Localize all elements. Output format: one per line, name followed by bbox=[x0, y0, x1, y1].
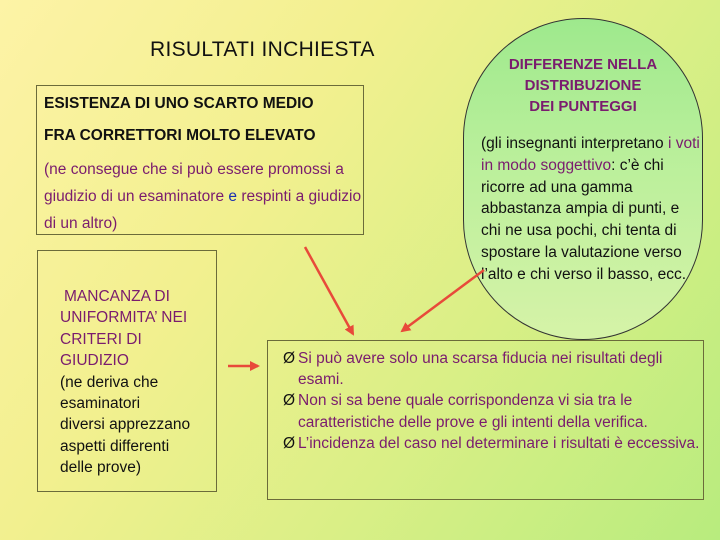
uniformita-line: CRITERI DI bbox=[60, 330, 142, 348]
scarto-heading-line2: FRA CORRETTORI MOLTO ELEVATO bbox=[44, 127, 316, 144]
scarto-heading-line1: ESISTENZA DI UNO SCARTO MEDIO bbox=[44, 95, 314, 112]
uniformita-line: esaminatori bbox=[60, 395, 141, 413]
uniformita-line: UNIFORMITA’ NEI bbox=[60, 309, 188, 327]
punteggi-explanation-emphasis: i voti in modo soggettivo bbox=[481, 135, 700, 174]
uniformita-line: aspetti differenti bbox=[60, 437, 170, 455]
uniformita-line: MANCANZA DI bbox=[64, 288, 170, 305]
punteggi-explanation-part2: : c’è chi ricorre ad una gamma abbastanza ampia di punti, e chi ne usa pochi, chi tenta di spostare la valutazione verso l’alto e chi verso il basso, ecc. bbox=[481, 156, 687, 283]
uniformita-line: diversi apprezzano bbox=[60, 416, 191, 434]
conclusion-text: Si può avere solo una scarsa fiducia nei risultati degli esami. bbox=[298, 350, 663, 389]
punteggi-heading-line: DISTRIBUZIONE bbox=[524, 77, 642, 94]
scarto-explanation-part1: (ne consegue che si può essere promossi a giudizio di un esaminatore bbox=[44, 161, 344, 205]
arrow-punteggi-to-conclusions bbox=[402, 270, 484, 331]
punteggi-explanation-part1: (gli insegnanti interpretano bbox=[481, 135, 668, 152]
uniformita-line: (ne deriva che bbox=[60, 373, 159, 391]
punteggi-heading-line: DIFFERENZE NELLA bbox=[508, 56, 658, 73]
conclusion-text: L’incidenza del caso nel determinare i risultati è eccessiva. bbox=[298, 434, 700, 452]
uniformita-line: GIUDIZIO bbox=[60, 352, 129, 370]
punteggi-heading-line: DEI PUNTEGGI bbox=[529, 98, 637, 115]
page-title: RISULTATI INCHIESTA bbox=[150, 38, 375, 61]
arrow-scarto-to-conclusions bbox=[305, 247, 353, 334]
scarto-explanation-part2: respinti a giudizio di un altro) bbox=[44, 188, 362, 232]
bullet-arrow-icon: Ø bbox=[283, 392, 296, 410]
conclusion-text: Non si sa bene quale corrispondenza vi sia tra le caratteristiche delle prove e gli intenti della verifica. bbox=[298, 392, 648, 431]
scarto-explanation-conjunction: e bbox=[228, 188, 238, 205]
bullet-arrow-icon: Ø bbox=[283, 434, 296, 452]
bullet-arrow-icon: Ø bbox=[283, 350, 296, 367]
uniformita-line: delle prove) bbox=[60, 459, 141, 477]
